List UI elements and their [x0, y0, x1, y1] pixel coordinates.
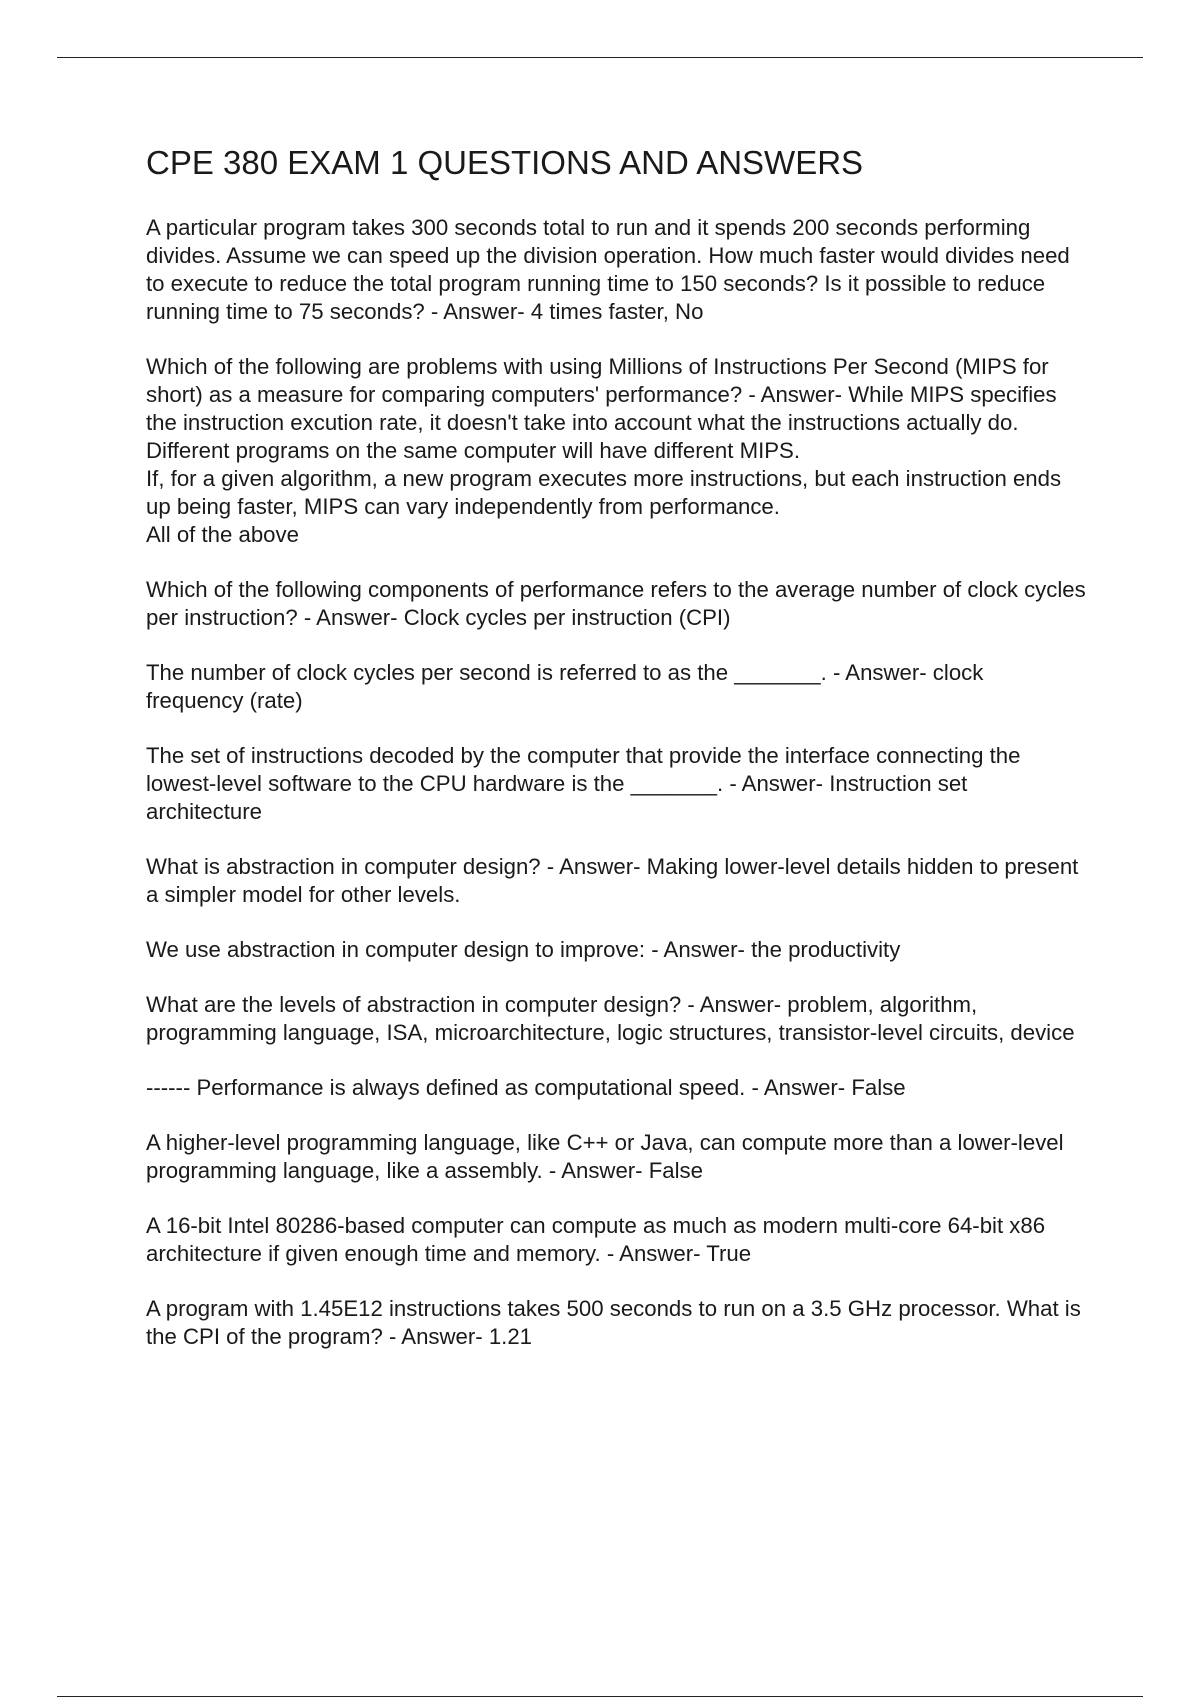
qa-item-10: A higher-level programming language, like C++ or Java, can compute more than a lower-level programming language, like a assembly. - Answer- False: [146, 1130, 1064, 1183]
document-title: CPE 380 EXAM 1 QUESTIONS AND ANSWERS: [146, 144, 864, 181]
qa-item-8: What are the levels of abstraction in computer design? - Answer- problem, algorithm, programming language, ISA, microarchitecture, logic structures, transistor-level circuits, device: [146, 992, 1075, 1045]
qa-item-11: A 16-bit Intel 80286-based computer can compute as much as modern multi-core 64-bit x86 architecture if given enough time and memory. - Answer- True: [146, 1213, 1046, 1266]
qa-item-2: Which of the following are problems with using Millions of Instructions Per Second (MIPS for short) as a measure for comparing computers' performance? - Answer- While MIPS specifies the instruction excution rate, it doesn't take into account what the instructions actually do. Different programs on the same computer will have different MIPS. If, for a given algorithm, a new program executes more instructions, but each instruction ends up being faster, MIPS can vary independently from performance. All of the above: [146, 354, 1062, 547]
qa-item-12: A program with 1.45E12 instructions takes 500 seconds to run on a 3.5 GHz processor. What is the CPI of the program? - Answer- 1.21: [146, 1296, 1081, 1349]
header-divider: [57, 57, 1143, 58]
document-body: [146, 142, 1086, 1378]
qa-item-1: A particular program takes 300 seconds total to run and it spends 200 seconds performing divides. Assume we can speed up the division operation. How much faster would divides need to execute to reduce the total program running time to 150 seconds? Is it possible to reduce running time to 75 seconds? - Answer- 4 times faster, No: [146, 215, 1070, 324]
qa-item-7: We use abstraction in computer design to improve: - Answer- the productivity: [146, 937, 901, 962]
footer-divider: [57, 1696, 1143, 1697]
qa-item-5: The set of instructions decoded by the computer that provide the interface connecting the lowest-level software to the CPU hardware is the _______. - Answer- Instruction set architecture: [146, 743, 1021, 824]
qa-item-9: ------ Performance is always defined as computational speed. - Answer- False: [146, 1075, 906, 1100]
qa-item-4: The number of clock cycles per second is referred to as the _______. - Answer- clock frequency (rate): [146, 660, 984, 713]
qa-item-3: Which of the following components of performance refers to the average number of clock cycles per instruction? - Answer- Clock cycles per instruction (CPI): [146, 577, 1086, 630]
qa-item-6: What is abstraction in computer design? - Answer- Making lower-level details hidden to present a simpler model for other levels.: [146, 854, 1079, 907]
